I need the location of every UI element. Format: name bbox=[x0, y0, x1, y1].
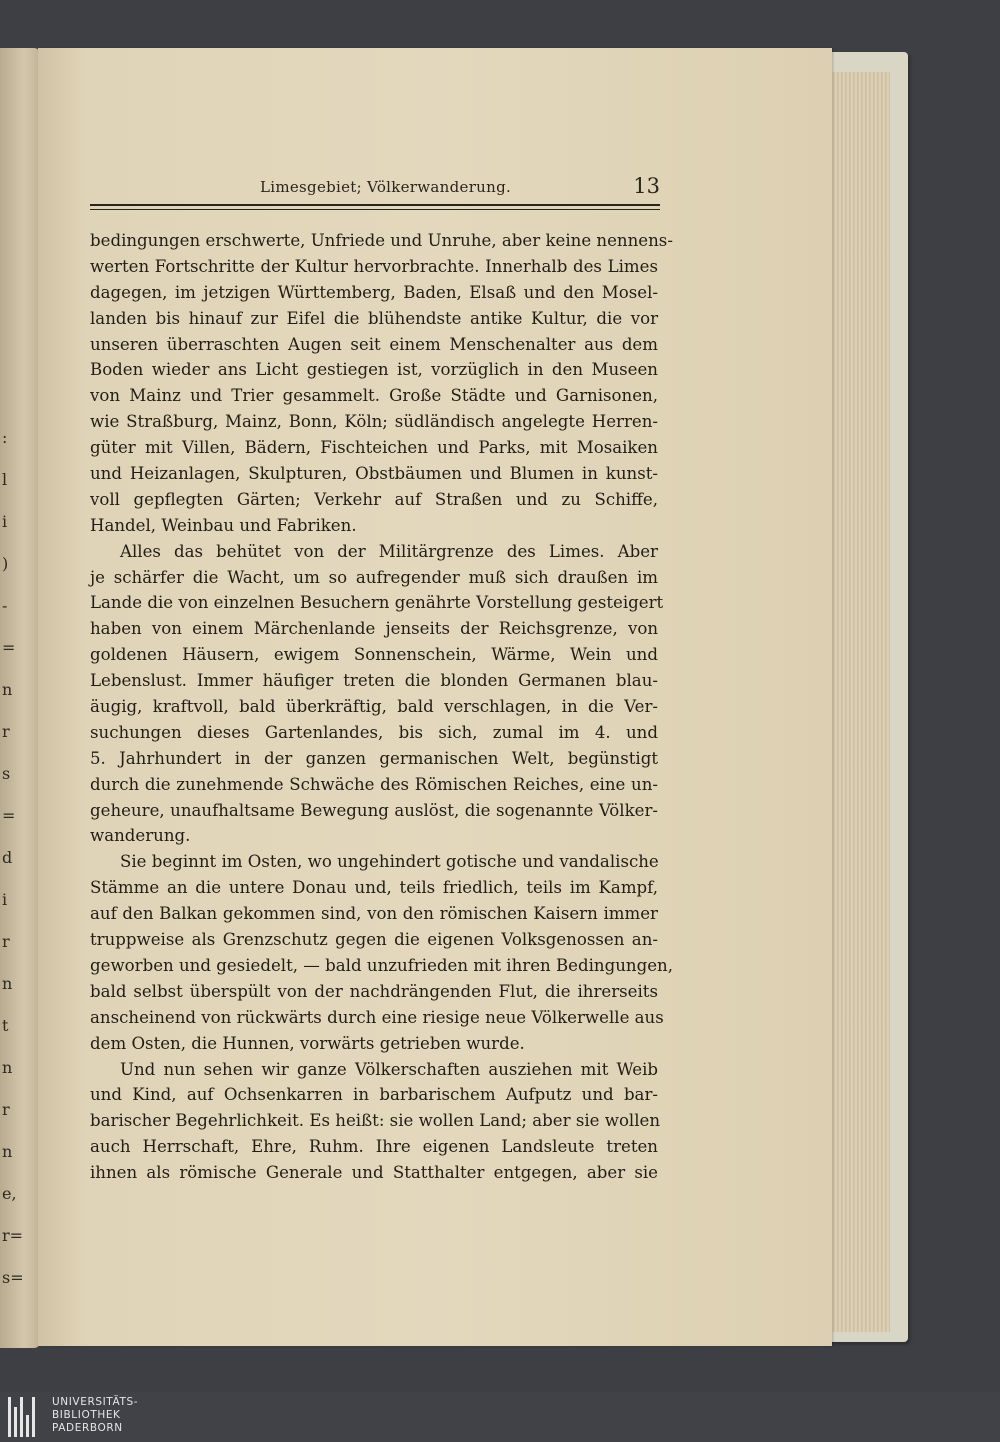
text-line: Handel, Weinbau und Fabriken. bbox=[90, 515, 357, 535]
left-page-fragment: n bbox=[2, 974, 13, 993]
header-rule-thin bbox=[90, 209, 660, 210]
text-line: landen bis hinauf zur Eifel die blühendste antike Kultur, die vor bbox=[90, 308, 658, 328]
logo-line: PADERBORN bbox=[52, 1422, 123, 1434]
logo-line: UNIVERSITÄTS- bbox=[52, 1396, 139, 1408]
text-line: Lande die von einzelnen Besuchern genährte Vorstellung gesteigert bbox=[90, 593, 664, 613]
text-line: haben von einem Märchenlande jenseits der Reichsgrenze, von bbox=[90, 619, 658, 639]
text-line: Sie beginnt im Osten, wo ungehindert gotische und vandalische bbox=[120, 852, 659, 872]
left-page-fragment: r bbox=[2, 932, 10, 951]
left-page-fragment: t bbox=[2, 1016, 9, 1035]
left-page-fragment: i bbox=[2, 512, 8, 531]
text-line: barischer Begehrlichkeit. Es heißt: sie wollen Land; aber sie wollen bbox=[90, 1111, 661, 1131]
text-line: werten Fortschritte der Kultur hervorbrachte. Innerhalb des Limes bbox=[90, 256, 658, 276]
text-line: auch Herrschaft, Ehre, Ruhm. Ihre eigenen Landsleute treten bbox=[90, 1137, 658, 1157]
text-line: suchungen dieses Gartenlandes, bis sich, zumal im 4. und bbox=[90, 722, 658, 742]
text-line: unseren überraschten Augen seit einem Menschenalter aus dem bbox=[90, 334, 658, 354]
left-page-fragment: = bbox=[2, 806, 16, 825]
left-page-fragment: ) bbox=[2, 554, 9, 573]
library-logo-icon bbox=[8, 1397, 40, 1437]
text-line: Lebenslust. Immer häufiger treten die blonden Germanen blau- bbox=[90, 671, 658, 691]
left-page-fragment: n bbox=[2, 680, 13, 699]
left-page-fragment: = bbox=[2, 638, 16, 657]
text-line: goldenen Häusern, ewigem Sonnenschein, Wärme, Wein und bbox=[90, 645, 658, 665]
left-page-fragment: i bbox=[2, 890, 8, 909]
text-line: 5. Jahrhundert in der ganzen germanischen Welt, begünstigt bbox=[90, 748, 658, 768]
header-rule-thick bbox=[90, 204, 660, 206]
text-line: dem Osten, die Hunnen, vorwärts getrieben wurde. bbox=[90, 1033, 525, 1053]
left-page-fragment: l bbox=[2, 470, 8, 489]
text-line: geworben und gesiedelt, — bald unzufrieden mit ihren Bedingungen, bbox=[90, 955, 674, 975]
text-line: bald selbst überspült von der nachdrängenden Flut, die ihrerseits bbox=[90, 981, 658, 1001]
library-footer bbox=[0, 1392, 1000, 1442]
text-line: Und nun sehen wir ganze Völkerschaften ausziehen mit Weib bbox=[120, 1059, 658, 1079]
text-line: wanderung. bbox=[90, 826, 191, 846]
left-page-fragment: n bbox=[2, 1058, 13, 1077]
running-head: Limesgebiet; Völkerwanderung. bbox=[260, 178, 512, 196]
left-page-fragment: r bbox=[2, 722, 10, 741]
left-page-fragment: n bbox=[2, 1142, 13, 1161]
page-stack-edge bbox=[826, 72, 890, 1332]
left-page-fragment: r bbox=[2, 1100, 10, 1119]
left-page-text-fragments bbox=[0, 48, 40, 1348]
page-number: 13 bbox=[633, 174, 660, 198]
text-line: durch die zunehmende Schwäche des Römischen Reiches, eine un- bbox=[90, 774, 658, 794]
text-line: und Kind, auf Ochsenkarren in barbarischem Aufputz und bar- bbox=[90, 1085, 658, 1105]
text-line: Stämme an die untere Donau und, teils friedlich, teils im Kampf, bbox=[90, 878, 658, 898]
left-page-fragment: d bbox=[2, 848, 13, 867]
left-page-fragment: s= bbox=[2, 1268, 24, 1287]
text-line: je schärfer die Wacht, um so aufregender muß sich draußen im bbox=[90, 567, 658, 587]
text-line: truppweise als Grenzschutz gegen die eigenen Volksgenossen an- bbox=[90, 930, 658, 950]
text-line: bedingungen erschwerte, Unfriede und Unruhe, aber keine nennens- bbox=[90, 231, 673, 250]
text-line: anscheinend von rückwärts durch eine riesige neue Völkerwelle aus bbox=[90, 1007, 664, 1027]
text-line: und Heizanlagen, Skulpturen, Obstbäumen und Blumen in kunst- bbox=[90, 464, 658, 484]
text-line: geheure, unaufhaltsame Bewegung auslöst, die sogenannte Völker- bbox=[90, 800, 658, 820]
text-line: ihnen als römische Generale und Statthalter entgegen, aber sie bbox=[90, 1163, 658, 1183]
library-logo-text bbox=[52, 1396, 138, 1435]
left-page-fragment: - bbox=[2, 596, 8, 615]
left-page-fragment: s bbox=[2, 764, 11, 783]
body-text bbox=[90, 228, 674, 1186]
text-line: dagegen, im jetzigen Württemberg, Baden, Elsaß und den Mosel- bbox=[90, 282, 658, 302]
text-line: von Mainz und Trier gesammelt. Große Städte und Garnisonen, bbox=[90, 386, 658, 406]
logo-line: BIBLIOTHEK bbox=[52, 1409, 121, 1421]
left-page-fragment: r= bbox=[2, 1226, 24, 1245]
text-line: wie Straßburg, Mainz, Bonn, Köln; südländisch angelegte Herren- bbox=[90, 412, 658, 432]
left-page-fragment: e, bbox=[2, 1184, 17, 1203]
text-line: Alles das behütet von der Militärgrenze des Limes. Aber bbox=[120, 541, 658, 561]
left-page-fragment: : bbox=[2, 428, 8, 447]
text-line: auf den Balkan gekommen sind, von den römischen Kaisern immer bbox=[90, 904, 658, 924]
text-line: voll gepflegten Gärten; Verkehr auf Straßen und zu Schiffe, bbox=[90, 489, 658, 509]
text-line: Boden wieder ans Licht gestiegen ist, vorzüglich in den Museen bbox=[90, 360, 658, 380]
text-line: güter mit Villen, Bädern, Fischteichen und Parks, mit Mosaiken bbox=[90, 438, 658, 458]
text-line: äugig, kraftvoll, bald überkräftig, bald verschlagen, in die Ver- bbox=[90, 697, 658, 717]
